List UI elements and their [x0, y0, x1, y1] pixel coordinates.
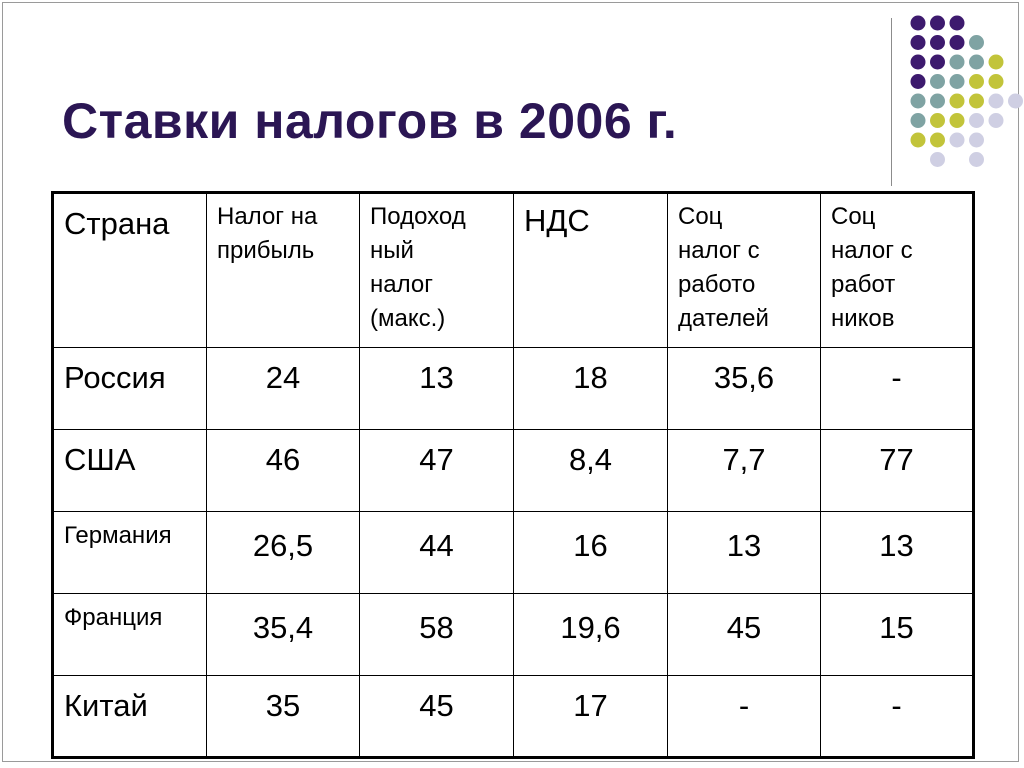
header-vat-line: НДС [524, 203, 590, 238]
value-cell: 8,4 [514, 430, 668, 512]
value-cell: 47 [360, 430, 514, 512]
value-cell: 13 [668, 512, 821, 594]
table-header-row [53, 193, 974, 348]
decorative-dot [950, 133, 965, 148]
value-cell: 45 [668, 594, 821, 676]
header-social-employer-line-2: налог с [678, 237, 760, 264]
table-row-germany [53, 512, 974, 594]
header-social-tax-employee [821, 193, 974, 348]
decorative-dot [989, 113, 1004, 128]
decorative-dot [911, 55, 926, 70]
decorative-dot [930, 94, 945, 109]
decorative-dot [969, 152, 984, 167]
value-cell: 18 [514, 348, 668, 430]
decorative-dot [930, 35, 945, 50]
country-cell: Франция [53, 594, 207, 676]
table-row-france [53, 594, 974, 676]
value-cell: 58 [360, 594, 514, 676]
header-country [53, 193, 207, 348]
value-cell: 13 [821, 512, 974, 594]
value-cell: - [821, 676, 974, 758]
value-cell: 24 [207, 348, 360, 430]
value-cell: 45 [360, 676, 514, 758]
value-cell: 35,4 [207, 594, 360, 676]
decorative-dot [911, 35, 926, 50]
value-cell: 7,7 [668, 430, 821, 512]
header-country-line: Страна [64, 206, 170, 241]
decorative-dot [950, 55, 965, 70]
country-cell: США [53, 430, 207, 512]
value-cell: 77 [821, 430, 974, 512]
header-income-tax [360, 193, 514, 348]
decorative-dot [950, 113, 965, 128]
header-income-tax-line-4: (макс.) [370, 305, 446, 332]
header-social-employer-line-1: Соц [678, 203, 723, 230]
decorative-dot [930, 113, 945, 128]
decorative-dot [911, 74, 926, 89]
header-social-employer-line-4: дателей [678, 305, 769, 332]
decorative-dot [930, 55, 945, 70]
table-row-china [53, 676, 974, 758]
value-cell: 26,5 [207, 512, 360, 594]
decorative-dot [989, 55, 1004, 70]
tax-rates-table [51, 191, 975, 759]
decorative-dot [930, 16, 945, 31]
value-cell: 35,6 [668, 348, 821, 430]
decorative-dots [0, 0, 1024, 200]
header-vat [514, 193, 668, 348]
decorative-dot [930, 74, 945, 89]
header-social-employer-line-3: работо [678, 271, 756, 298]
value-cell: - [821, 348, 974, 430]
decorative-dot [969, 74, 984, 89]
value-cell: 46 [207, 430, 360, 512]
header-social-employee-line-3: работ [831, 271, 896, 298]
header-social-employee-line-4: ников [831, 305, 895, 332]
header-income-tax-line-3: налог [370, 271, 433, 298]
table-row-usa [53, 430, 974, 512]
header-social-employee-line-1: Соц [831, 203, 876, 230]
header-income-tax-line-1: Подоход [370, 203, 466, 230]
value-cell: 44 [360, 512, 514, 594]
header-social-tax-employer [668, 193, 821, 348]
value-cell: 19,6 [514, 594, 668, 676]
value-cell: 13 [360, 348, 514, 430]
value-cell: 16 [514, 512, 668, 594]
decorative-dot [969, 94, 984, 109]
country-cell: Германия [53, 512, 207, 594]
decorative-dot [969, 55, 984, 70]
header-profit-tax-line-2: прибыль [217, 237, 315, 264]
decorative-dot [950, 94, 965, 109]
header-income-tax-line-2: ный [370, 237, 414, 264]
decorative-dot [911, 94, 926, 109]
value-cell: 35 [207, 676, 360, 758]
value-cell: - [668, 676, 821, 758]
decorative-dot [969, 133, 984, 148]
decorative-dot [969, 113, 984, 128]
country-cell: Россия [53, 348, 207, 430]
decorative-dot [950, 74, 965, 89]
header-profit-tax [207, 193, 360, 348]
header-social-employee-line-2: налог с [831, 237, 913, 264]
country-cell: Китай [53, 676, 207, 758]
decorative-dot [950, 16, 965, 31]
decorative-dot [930, 133, 945, 148]
decorative-dot [969, 35, 984, 50]
decorative-dot [1008, 94, 1023, 109]
decorative-dot [950, 35, 965, 50]
decorative-dot [911, 113, 926, 128]
slide-title: Ставки налогов в 2006 г. [62, 93, 678, 149]
decorative-dot [930, 152, 945, 167]
decorative-dot [989, 74, 1004, 89]
table-row-russia [53, 348, 974, 430]
decorative-dot [911, 16, 926, 31]
decorative-dot [911, 133, 926, 148]
value-cell: 15 [821, 594, 974, 676]
decorative-dot [989, 94, 1004, 109]
header-profit-tax-line-1: Налог на [217, 203, 318, 230]
value-cell: 17 [514, 676, 668, 758]
